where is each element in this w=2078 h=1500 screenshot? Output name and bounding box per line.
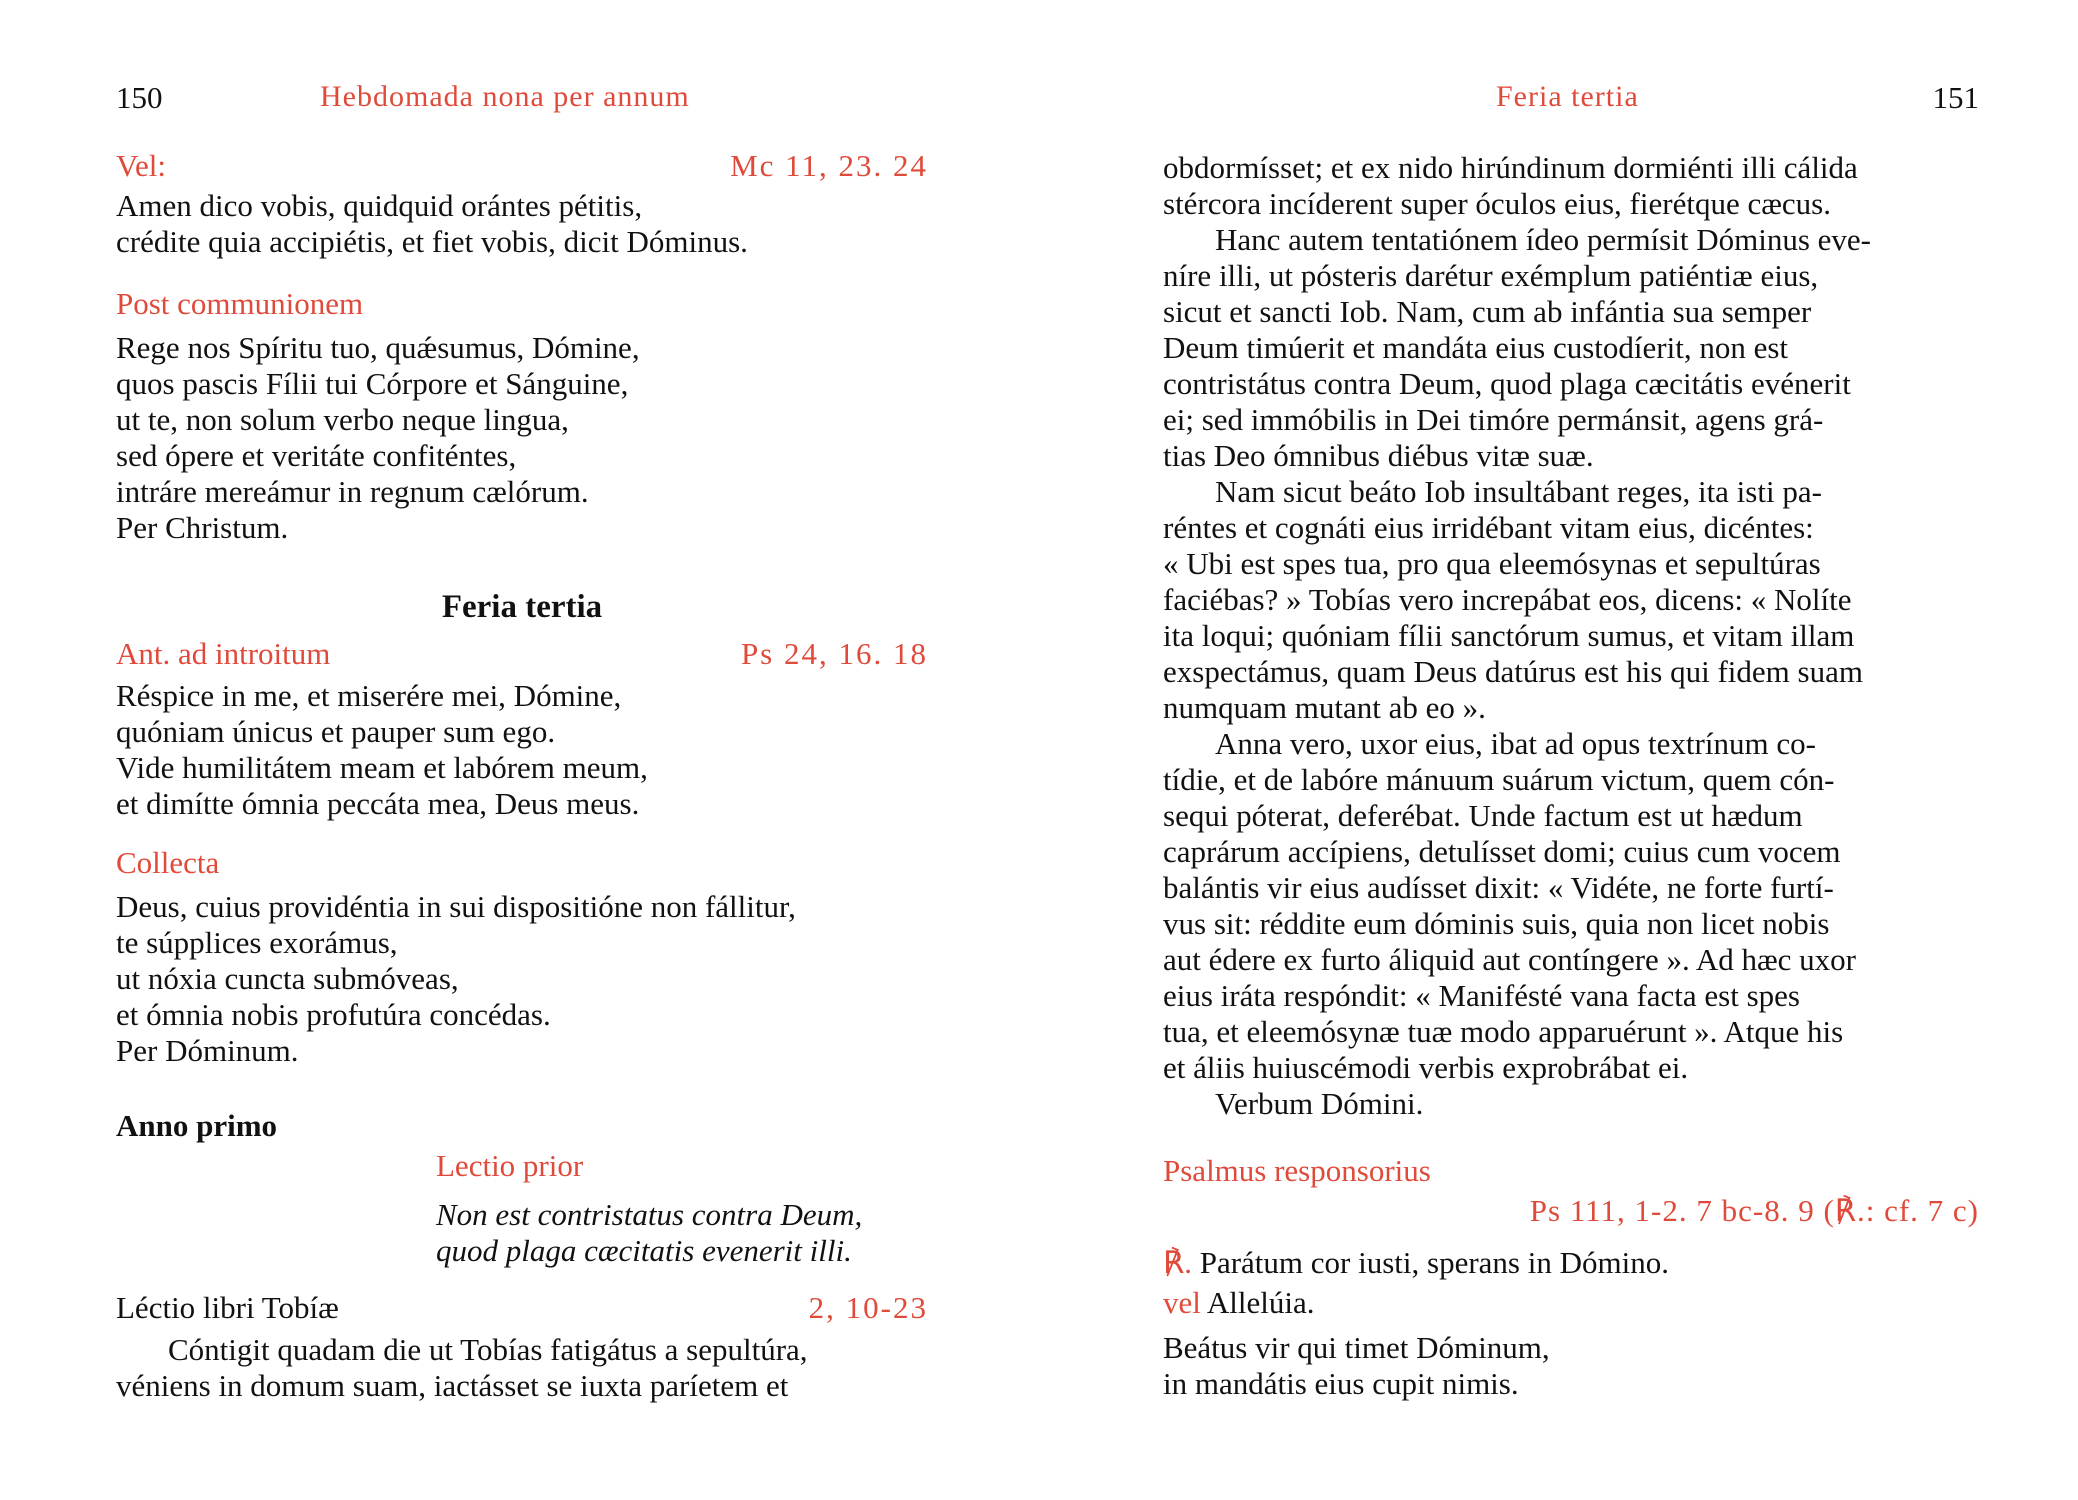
text-line: Deum timúerit et mandáta eius custodíerit, non est xyxy=(1163,330,1789,365)
response-line xyxy=(1163,1245,1979,1281)
vel-label: vel xyxy=(1163,1285,1201,1320)
lectio-section xyxy=(116,1288,928,1404)
text-line: ei; sed immóbilis in Dei timóre permánsit, agens grá- xyxy=(1163,402,1824,437)
response-text: Parátum cor iusti, sperans in Dómino. xyxy=(1199,1245,1669,1280)
collecta-label: Collecta xyxy=(116,845,220,880)
text-line: Per Christum. xyxy=(116,510,289,545)
text-line: Non est contristatus contra Deum, xyxy=(436,1197,863,1232)
text-line: vus sit: réddite eum dóminis suis, quia non licet nobis xyxy=(1163,906,1830,941)
text-line: sed ópere et veritáte confiténtes, xyxy=(116,438,517,473)
page-number: 151 xyxy=(1932,80,1979,115)
text-line: Beátus vir qui timet Dóminum, xyxy=(1163,1330,1550,1365)
text-line: quos pascis Fílii tui Córpore et Sánguine, xyxy=(116,366,629,401)
text-line: sequi póterat, deferébat. Unde factum est ut hædum xyxy=(1163,798,1803,833)
text-line: « Ubi est spes tua, pro qua eleemósynas et sepultúras xyxy=(1163,546,1821,581)
text-line: Cóntigit quadam die ut Tobías fatigátus a sepultúra, xyxy=(168,1332,808,1367)
text-line: Deus, cuius providéntia in sui dispositióne non fállitur, xyxy=(116,889,796,924)
text-line: Anna vero, uxor eius, ibat ad opus textrínum co- xyxy=(1215,726,1816,761)
psalmus-reference: Ps 111, 1-2. 7 bc-8. 9 (℟.: cf. 7 c) xyxy=(1529,1193,1979,1228)
text-line: ut te, non solum verbo neque lingua, xyxy=(116,402,569,437)
lectio-reference: 2, 10-23 xyxy=(808,1290,928,1325)
left-page xyxy=(116,0,928,1500)
text-line: crédite quia accipiétis, et fiet vobis, dicit Dóminus. xyxy=(116,224,748,259)
text-line: exspectámus, quam Deus datúrus est his qui fidem suam xyxy=(1163,654,1863,689)
collecta-section xyxy=(116,843,928,1069)
verbum-domini: Verbum Dómini. xyxy=(1215,1086,1424,1121)
running-head: Hebdomada nona per annum xyxy=(320,80,690,113)
text-line: quóniam únicus et pauper sum ego. xyxy=(116,714,556,749)
lectio-title: Léctio libri Tobíæ xyxy=(116,1290,339,1325)
text-line: réntes et cognáti eius irridébant vitam eius, dicéntes: xyxy=(1163,510,1814,545)
feria-title: Feria tertia xyxy=(441,589,603,625)
text-line: tias Deo ómnibus diébus vitæ suæ. xyxy=(1163,438,1594,473)
vel-line xyxy=(1163,1285,1979,1321)
text-line: et dimítte ómnia peccáta mea, Deus meus. xyxy=(116,786,640,821)
text-line: contristátus contra Deum, quod plaga cæcitátis evénerit xyxy=(1163,366,1851,401)
post-communionem-label: Post communionem xyxy=(116,286,364,321)
text-line: Rege nos Spíritu tuo, quǽsumus, Dómine, xyxy=(116,330,640,365)
text-line: te súpplices exorámus, xyxy=(116,925,398,960)
psalm-verses xyxy=(1163,1330,1979,1402)
text-line: Nam sicut beáto Iob insultábant reges, ita isti pa- xyxy=(1215,474,1822,509)
text-line: aut édere ex furto áliquid aut contíngere ». Ad hæc uxor xyxy=(1163,942,1856,977)
text-line: tídie, et de labóre mánuum suárum victum, quem cón- xyxy=(1163,762,1835,797)
text-line: Hanc autem tentatiónem ídeo permísit Dóminus eve- xyxy=(1215,222,1871,257)
text-line: caprárum accípiens, detulísset domi; cuius cum vocem xyxy=(1163,834,1841,869)
anno-primo-heading: Anno primo xyxy=(116,1108,278,1143)
text-line: ita loqui; quóniam fílii sanctórum sumus, et vitam illam xyxy=(1163,618,1855,653)
text-line: et ómnia nobis profutúra concédas. xyxy=(116,997,551,1032)
psalmus-label: Psalmus responsorius xyxy=(1163,1153,1431,1188)
text-line: in mandátis eius cupit nimis. xyxy=(1163,1366,1519,1401)
text-line: Vide humilitátem meam et labórem meum, xyxy=(116,750,648,785)
text-line: balántis vir eius audísset dixit: « Vidéte, ne forte furtí- xyxy=(1163,870,1834,905)
vel-text: Allelúia. xyxy=(1206,1285,1315,1320)
text-line: tua, et eleemósynæ tuæ modo apparuérunt ». Atque his xyxy=(1163,1014,1844,1049)
vel-section xyxy=(116,146,928,260)
text-line: ut nóxia cuncta submóveas, xyxy=(116,961,459,996)
response-symbol: ℟. xyxy=(1163,1245,1192,1280)
psalm-response xyxy=(1163,1245,1979,1321)
right-page-header xyxy=(1163,80,1979,120)
text-line: eius iráta respóndit: « Manifésté vana facta est spes xyxy=(1163,978,1800,1013)
text-line: níre illi, ut pósteris darétur exémplum patiéntiæ eius, xyxy=(1163,258,1819,293)
page-number: 150 xyxy=(116,80,163,115)
text-line: et áliis huiuscémodi verbis exprobrábat ei. xyxy=(1163,1050,1689,1085)
text-line: intráre mereámur in regnum cælórum. xyxy=(116,474,589,509)
vel-reference: Mc 11, 23. 24 xyxy=(730,148,928,183)
introitus-label: Ant. ad introitum xyxy=(116,636,331,671)
text-line: véniens in domum suam, iactásset se iuxta paríetem et xyxy=(116,1368,789,1403)
introitus-reference: Ps 24, 16. 18 xyxy=(740,636,928,671)
left-page-header xyxy=(116,80,928,120)
post-communionem-section xyxy=(116,284,928,546)
text-line: Per Dóminum. xyxy=(116,1033,299,1068)
text-line: obdormísset; et ex nido hirúndinum dormiénti illi cálida xyxy=(1163,150,1858,185)
introitus-section xyxy=(116,634,928,822)
right-page xyxy=(1163,0,1979,1500)
text-line: sicut et sancti Iob. Nam, cum ab infántia sua semper xyxy=(1163,294,1812,329)
text-line: faciébas? » Tobías vero increpábat eos, dicens: « Nolíte xyxy=(1163,582,1852,617)
text-line: numquam mutant ab eo ». xyxy=(1163,690,1486,725)
text-line: Réspice in me, et miserére mei, Dómine, xyxy=(116,678,622,713)
vel-label: Vel: xyxy=(116,148,166,183)
lectio-prior-label: Lectio prior xyxy=(436,1148,584,1183)
text-line: stércora incíderent super óculos eius, fierétque cæcus. xyxy=(1163,186,1831,221)
lectio-continued xyxy=(1163,150,1979,1122)
running-head: Feria tertia xyxy=(1496,80,1639,113)
text-line: quod plaga cæcitatis evenerit illi. xyxy=(436,1233,852,1268)
lectio-summary xyxy=(436,1197,928,1269)
text-line: Amen dico vobis, quidquid orántes pétitis, xyxy=(116,188,643,223)
